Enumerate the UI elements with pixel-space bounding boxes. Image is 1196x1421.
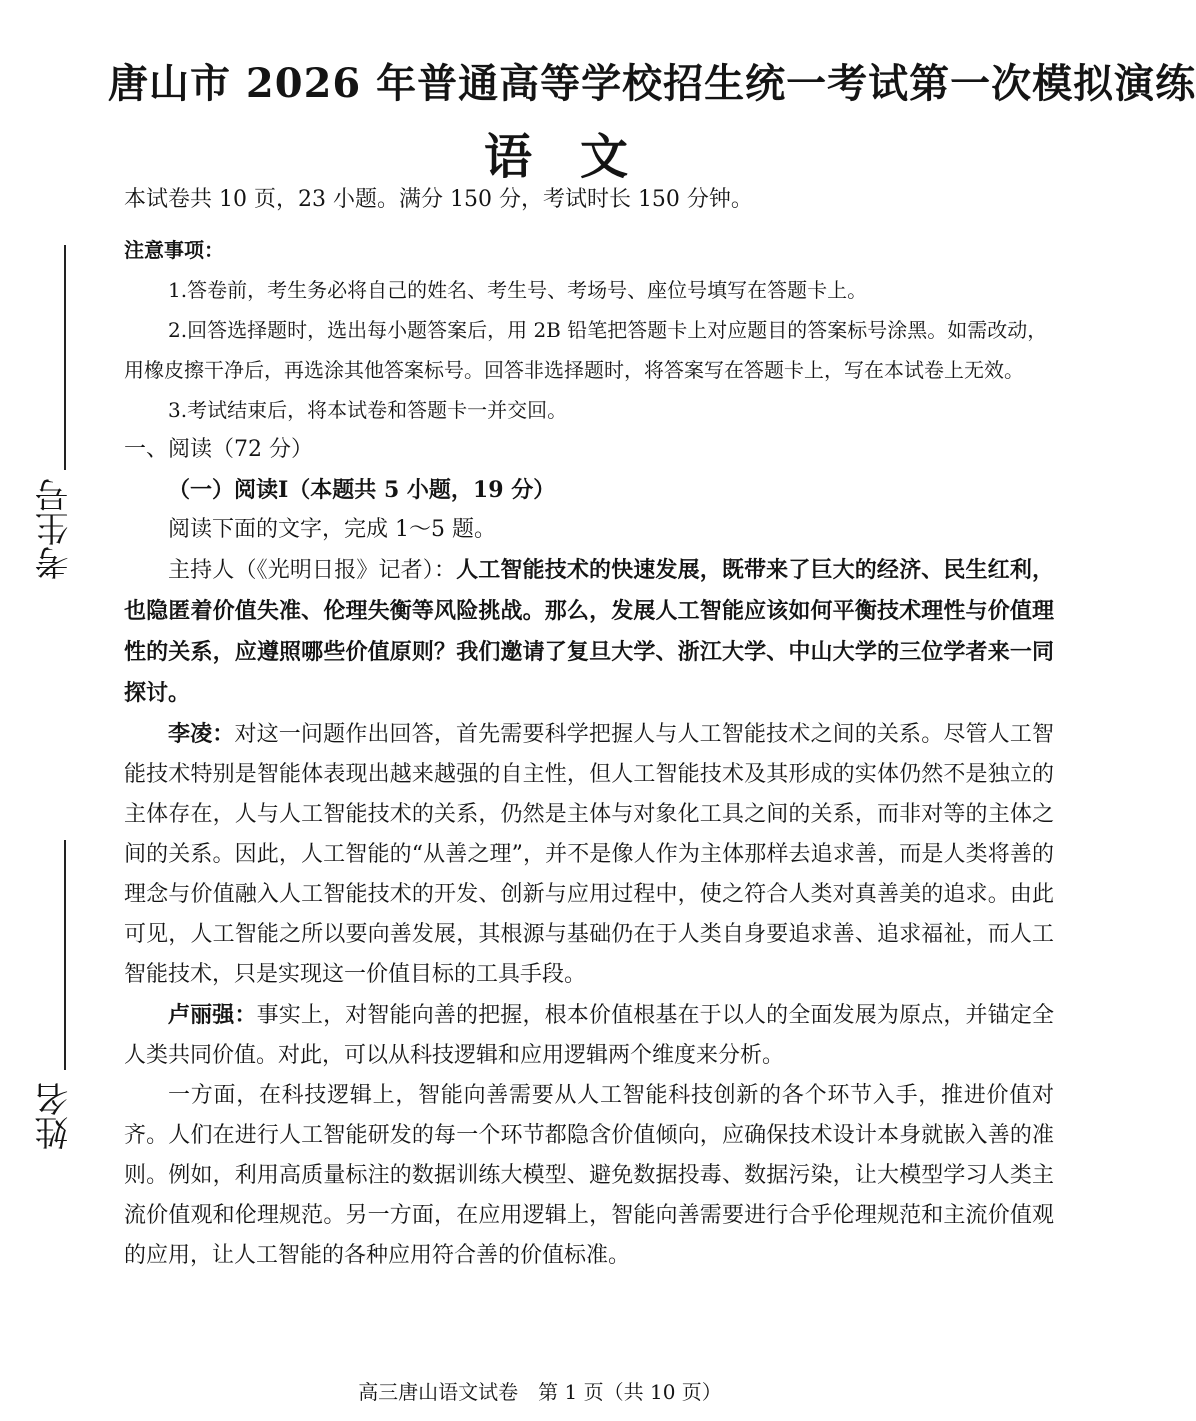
speaker-li-ling: 李凌： bbox=[168, 721, 235, 747]
notice-item: 1.答卷前，考生务必将自己的姓名、考生号、考场号、座位号填写在答题卡上。 bbox=[168, 278, 868, 302]
name-line bbox=[64, 840, 66, 1070]
notice-title: 注意事项： bbox=[124, 238, 224, 262]
notice-item: 3.考试结束后，将本试卷和答题卡一并交回。 bbox=[168, 398, 568, 422]
host-speaker: 主持人（《光明日报》记者）： bbox=[168, 558, 457, 583]
reading-instruction: 阅读下面的文字，完成 1～5 题。 bbox=[168, 517, 496, 542]
paragraph-text: 对这一问题作出回答，首先需要科学把握人与人工智能技术之间的关系。尽管人工智能技术特别是智能体表现出越来越强的自主性，但人工智能技术及其形成的实体仍然不是独立的主体存在，人与人工智能技术的关系，仍然是主体与对象化工具之间的关系，而非对等的主体之间的关系。因此，人工智能的“从善之理”，并不是像人作为主体那样去追求善，而是人类将善的理念与价值融入人工智能技术的开发、创新与应用过程中，使之符合人类对真善美的追求。由此可见，人工智能之所以要向善发展，其根源与基础仍在于人类自身要追求善、追求福祉，而人工智能技术，只是实现这一价值目标的工具手段。 bbox=[124, 722, 1054, 987]
student-id-line bbox=[64, 245, 66, 470]
exam-title: 唐山市 2026 年普通高等学校招生统一考试第一次模拟演练 bbox=[108, 60, 1196, 107]
page-footer: 高三唐山语文试卷 第 1 页（共 10 页） bbox=[358, 1380, 722, 1404]
notice-item: 2.回答选择题时，选出每小题答案后，用 2B 铅笔把答题卡上对应题目的答案标号涂黑。如需改动，用橡皮擦干净后，再选涂其他答案标号。回答非选择题时，将答案写在答题卡上，写在本试卷上无效。 bbox=[124, 318, 1048, 382]
name-label: 姓名 bbox=[35, 1082, 75, 1150]
host-text: 人工智能技术的快速发展，既带来了巨大的经济、民生红利，也隐匿着价值失准、伦理失衡等风险挑战。那么，发展人工智能应该如何平衡技术理性与价值理性的关系，应遵照哪些价值原则？我们邀请了复旦大学、浙江大学、中山大学的三位学者来一同探讨。 bbox=[124, 557, 1054, 706]
student-id-label: 考生号 bbox=[35, 478, 75, 580]
paragraph-text: 事实上，对智能向善的把握，根本价值根基在于以人的全面发展为原点，并锚定全人类共同价值。对此，可以从科技逻辑和应用逻辑两个维度来分析。 bbox=[124, 1003, 1054, 1068]
subject-title: 语文 bbox=[483, 129, 676, 185]
host-paragraph bbox=[124, 550, 1054, 714]
passage-paragraph bbox=[124, 995, 1054, 1076]
passage-paragraph: 一方面，在科技逻辑上，智能向善需要从人工智能科技创新的各个环节入手，推进价值对齐。人们在进行人工智能研发的每一个环节都隐含价值倾向，应确保技术设计本身就嵌入善的准则。例如，利用高质量标注的数据训练大模型、避免数据投毒、数据污染，让大模型学习人类主流价值观和伦理规范。另一方面，在应用逻辑上，智能向善需要进行合乎伦理规范和主流价值观的应用，让人工智能的各种应用符合善的价值标准。 bbox=[124, 1083, 1054, 1268]
exam-content bbox=[124, 180, 1054, 1276]
exam-intro: 本试卷共 10 页，23 小题。满分 150 分，考试时长 150 分钟。 bbox=[124, 187, 753, 212]
section-title: 一、阅读（72 分） bbox=[124, 437, 313, 462]
speaker-lu-liqiang: 卢丽强： bbox=[168, 1002, 257, 1028]
passage-paragraph bbox=[124, 714, 1054, 995]
subsection-title: （一）阅读Ⅰ（本题共 5 小题，19 分） bbox=[168, 477, 556, 503]
